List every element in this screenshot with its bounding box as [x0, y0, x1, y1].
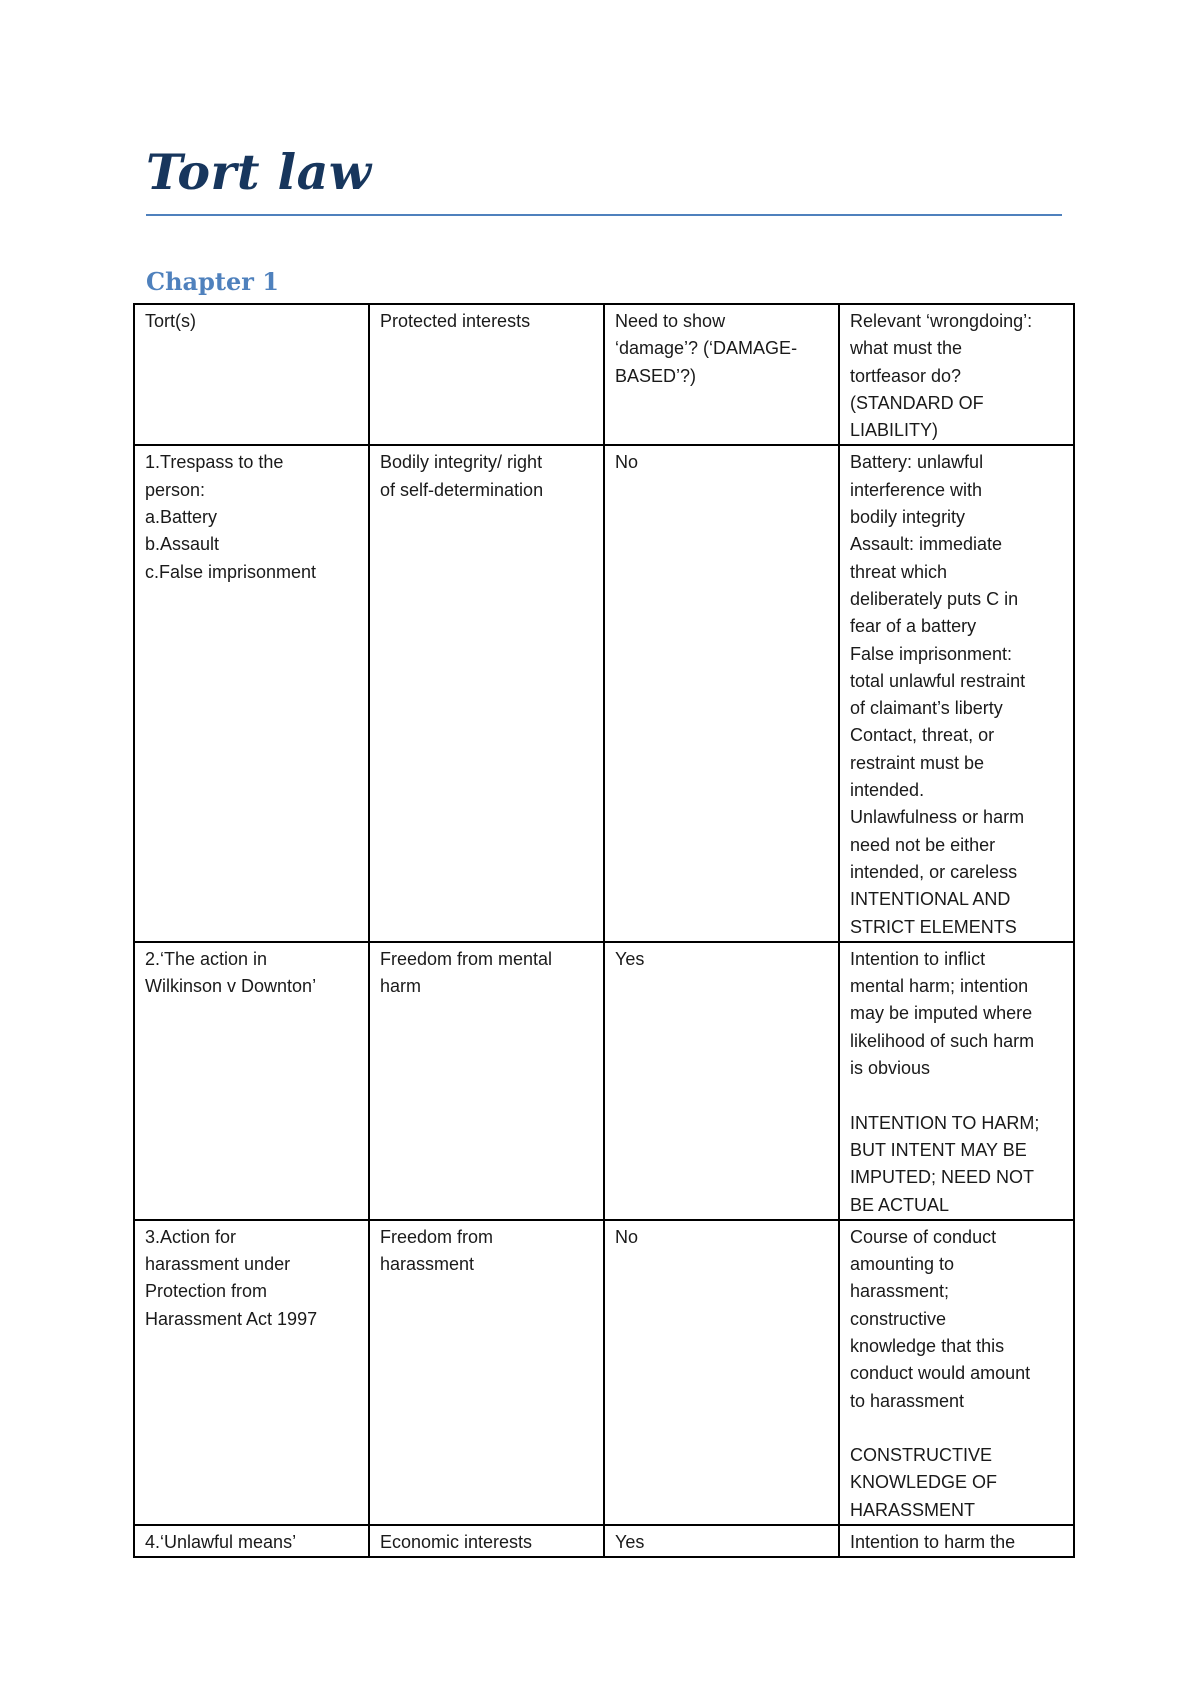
cell-wrongdoing: Battery: unlawful interference with bodily integrity Assault: immediate threat which deliberately puts C in fear of a battery False imprisonment: total unlawful restraint of claimant’s liberty Contact, threat, or restraint must be intended. Unlawfulness or harm need not be either intended, or careless INTENTIONAL AND STRICT ELEMENTS [839, 445, 1074, 941]
cell-damage: No [604, 445, 839, 941]
cell-protected-interests: Economic interests [369, 1525, 604, 1557]
table-row [134, 445, 1074, 941]
cell-protected-interests: Freedom from harassment [369, 1220, 604, 1525]
header-cell-relevant-wrongdoing: Relevant ‘wrongdoing’: what must the tortfeasor do? (STANDARD OF LIABILITY) [839, 304, 1074, 445]
cell-protected-interests: Bodily integrity/ right of self-determination [369, 445, 604, 941]
cell-tort: 3.Action for harassment under Protection from Harassment Act 1997 [134, 1220, 369, 1525]
header-cell-need-to-show-damage: Need to show ‘damage’? (‘DAMAGE- BASED’?) [604, 304, 839, 445]
cell-tort: 2.‘The action in Wilkinson v Downton’ [134, 942, 369, 1220]
cell-wrongdoing: Intention to inflict mental harm; intention may be imputed where likelihood of such harm is obvious INTENTION TO HARM; BUT INTENT MAY BE IMPUTED; NEED NOT BE ACTUAL [839, 942, 1074, 1220]
table-row [134, 942, 1074, 1220]
cell-tort: 1.Trespass to the person: a.Battery b.Assault c.False imprisonment [134, 445, 369, 941]
table-row [134, 1525, 1074, 1557]
table-row [134, 1220, 1074, 1525]
chapter-heading: Chapter 1 [146, 267, 279, 296]
cell-protected-interests: Freedom from mental harm [369, 942, 604, 1220]
header-cell-torts: Tort(s) [134, 304, 369, 445]
cell-tort: 4.‘Unlawful means’ [134, 1525, 369, 1557]
cell-wrongdoing: Course of conduct amounting to harassment; constructive knowledge that this conduct would amount to harassment CONSTRUCTIVE KNOWLEDGE OF HARASSMENT [839, 1220, 1074, 1525]
tort-summary-table [133, 303, 1075, 1558]
page-title: Tort law [146, 143, 372, 201]
table-header-row [134, 304, 1074, 445]
header-cell-protected-interests: Protected interests [369, 304, 604, 445]
cell-wrongdoing: Intention to harm the [839, 1525, 1074, 1557]
cell-damage: Yes [604, 942, 839, 1220]
cell-damage: No [604, 1220, 839, 1525]
title-underline-divider [146, 214, 1062, 216]
cell-damage: Yes [604, 1525, 839, 1557]
